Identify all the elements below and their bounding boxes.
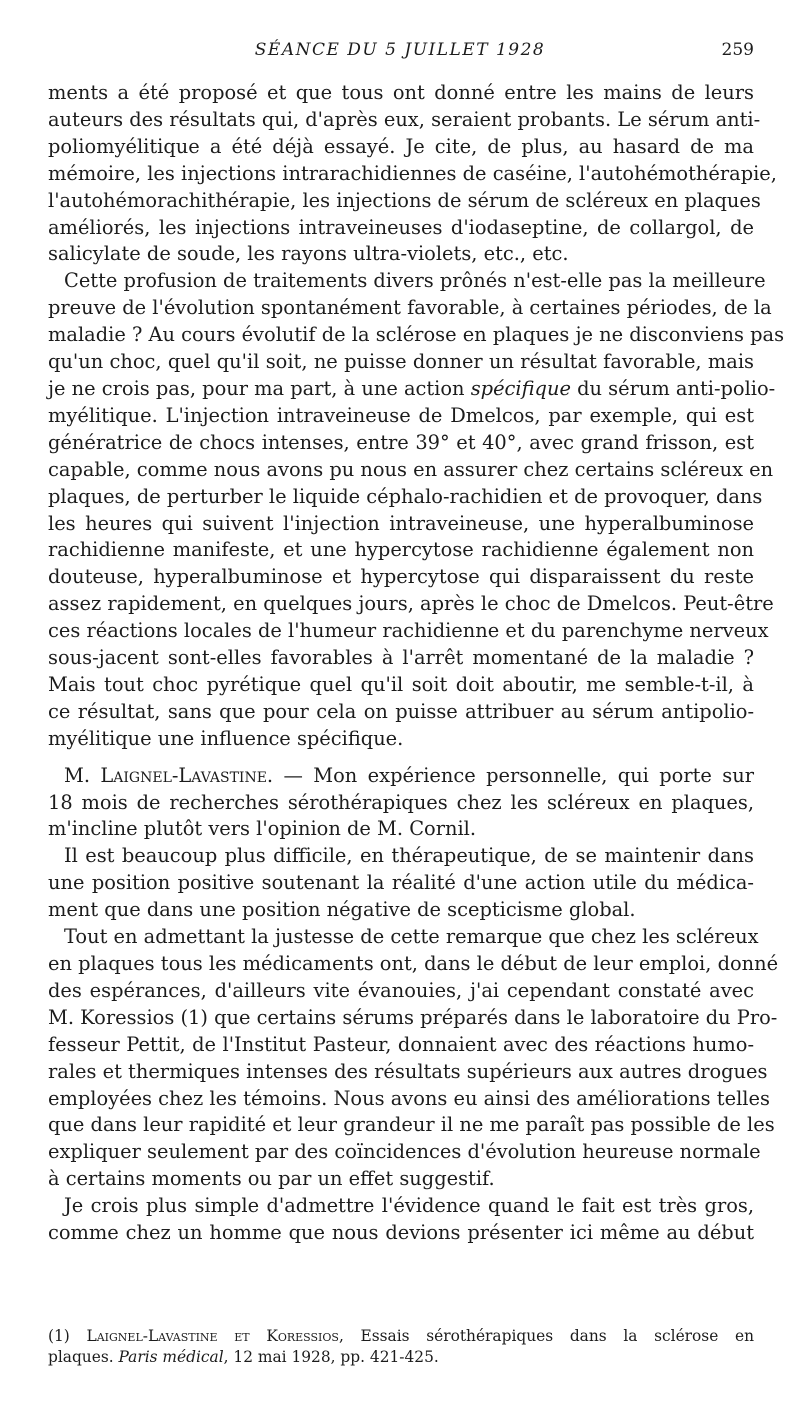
- text-line: Tout en admettant la justesse de cette remarque que chez les scléreux: [64, 925, 759, 949]
- text-line: des espérances, d'ailleurs vite évanouies, j'ai cependant constaté avec: [48, 978, 754, 1002]
- text-line: expliquer seulement par des coïncidences d'évolution heureuse normale: [48, 1140, 761, 1164]
- footnote-journal: Paris médical: [118, 1348, 224, 1366]
- text-line: ments a été proposé et que tous ont donné entre les mains de leurs: [48, 81, 754, 104]
- text-segment: , 12 mai 1928, pp. 421-425.: [223, 1348, 439, 1366]
- text-line: une position positive soutenant la réalité d'une action utile du médica-: [48, 871, 754, 895]
- text-line: salicylate de soude, les rayons ultra-violets, etc., etc.: [48, 242, 569, 266]
- text-line: ces réactions locales de l'humeur rachidienne et du parenchyme nerveux: [48, 619, 769, 643]
- text-segment: — Mon expérience personnelle, qui porte sur: [273, 763, 754, 787]
- speaker-line: [48, 763, 754, 790]
- body-text: [48, 80, 785, 1247]
- footnote-line: [48, 1347, 754, 1368]
- text-line: 18 mois de recherches sérothérapiques chez les scléreux en plaques,: [48, 790, 754, 814]
- footnote-line: [48, 1326, 754, 1347]
- text-line: Mais tout choc pyrétique quel qu'il soit doit aboutir, me semble-t-il, à: [48, 672, 754, 696]
- text-line: ment que dans une position négative de scepticisme global.: [48, 898, 636, 922]
- text-line: les heures qui suivent l'injection intraveineuse, une hyperalbuminose: [48, 511, 754, 535]
- text-segment: je ne crois pas, pour ma part, à une action: [48, 376, 471, 400]
- paragraph-cette-profusion: [48, 268, 785, 752]
- footnote-title: , Essais sérothérapiques dans la sclérose en: [338, 1327, 755, 1345]
- text-line: qu'un choc, quel qu'il soit, ne puisse donner un résultat favorable, mais: [48, 350, 754, 374]
- text-line: employées chez les témoins. Nous avons eu ainsi des améliorations telles: [48, 1086, 770, 1110]
- paragraph-je-crois: [48, 1193, 754, 1247]
- text-segment: du sérum anti-polio-: [570, 376, 776, 400]
- text-line: ce résultat, sans que pour cela on puisse attribuer au sérum antipolio-: [48, 699, 754, 723]
- text-line: rales et thermiques intenses des résultats supérieurs aux autres drogues: [48, 1059, 768, 1083]
- text-line: auteurs des résultats qui, d'après eux, seraient probants. Le sérum anti-: [48, 107, 761, 131]
- text-line: Je crois plus simple d'admettre l'évidence quand le fait est très gros,: [64, 1194, 754, 1218]
- text-line: rachidienne manifeste, et une hypercytose rachidienne également non: [48, 538, 754, 562]
- emphasis-specifique: spécifique: [470, 376, 571, 400]
- text-line: à certains moments ou par un effet suggestif.: [48, 1167, 495, 1191]
- paragraph-speaker-laignel-lavastine: [48, 763, 754, 844]
- text-line: génératrice de chocs intenses, entre 39° et 40°, avec grand frisson, est: [48, 430, 754, 454]
- text-line: plaques, de perturber le liquide céphalo-rachidien et de provoquer, dans: [48, 484, 763, 508]
- running-title: SÉANCE DU 5 JUILLET 1928: [254, 40, 546, 60]
- text-line: comme chez un homme que nous devions présenter ici même au début: [48, 1221, 754, 1245]
- text-line: assez rapidement, en quelques jours, après le choc de Dmelcos. Peut-être: [48, 592, 774, 616]
- text-line: Cette profusion de traitements divers prônés n'est-elle pas la meilleure: [64, 269, 766, 293]
- text-line: mémoire, les injections intrarachidiennes de caséine, l'autohémothérapie,: [48, 161, 777, 185]
- text-line: douteuse, hyperalbuminose et hypercytose qui disparaissent du reste: [48, 565, 754, 589]
- text-line: myélitique. L'injection intraveineuse de Dmelcos, par exemple, qui est: [48, 403, 754, 427]
- page-header: [0, 40, 800, 64]
- paragraph-continuation: [48, 80, 777, 268]
- text-line: Il est beaucoup plus difficile, en thérapeutique, de se maintenir dans: [64, 844, 754, 868]
- footnote-authors: Laignel-Lavastine et Koressios: [86, 1327, 339, 1345]
- page-number: 259: [721, 40, 754, 60]
- text-line: que dans leur rapidité et leur grandeur il ne me paraît pas possible de les: [48, 1113, 775, 1137]
- speaker-name: Laignel-Lavastine.: [100, 763, 274, 787]
- text-line: M. Koressios (1) que certains sérums préparés dans le laboratoire du Pro-: [48, 1005, 778, 1029]
- footnote-marker: (1): [48, 1327, 87, 1345]
- text-line: myélitique une influence spécifique.: [48, 726, 404, 750]
- text-segment: plaques.: [48, 1348, 119, 1366]
- footnote: [48, 1326, 754, 1368]
- text-line: maladie ? Au cours évolutif de la sclérose en plaques je ne disconviens pas: [48, 323, 785, 347]
- text-line: l'autohémorachithérapie, les injections de sérum de scléreux en plaques: [48, 188, 761, 212]
- paragraph-gap: [48, 753, 754, 763]
- text-line: capable, comme nous avons pu nous en assurer chez certains scléreux en: [48, 457, 774, 481]
- text-line: poliomyélitique a été déjà essayé. Je cite, de plus, au hasard de ma: [48, 134, 754, 158]
- text-line-with-emphasis: [48, 376, 776, 403]
- text-line: améliorés, les injections intraveineuses d'iodaseptine, de collargol, de: [48, 215, 754, 239]
- speaker-prefix: M.: [64, 763, 101, 787]
- paragraph-tout-en-admettant: [48, 924, 779, 1193]
- text-line: m'incline plutôt vers l'opinion de M. Cornil.: [48, 817, 477, 841]
- text-line: preuve de l'évolution spontanément favorable, à certaines périodes, de la: [48, 296, 772, 320]
- paragraph-therapeutique: [48, 843, 754, 924]
- text-line: en plaques tous les médicaments ont, dans le début de leur emploi, donné: [48, 952, 779, 975]
- text-line: fesseur Pettit, de l'Institut Pasteur, donnaient avec des réactions humo-: [48, 1032, 754, 1056]
- text-line: sous-jacent sont-elles favorables à l'arrêt momentané de la maladie ?: [48, 646, 754, 670]
